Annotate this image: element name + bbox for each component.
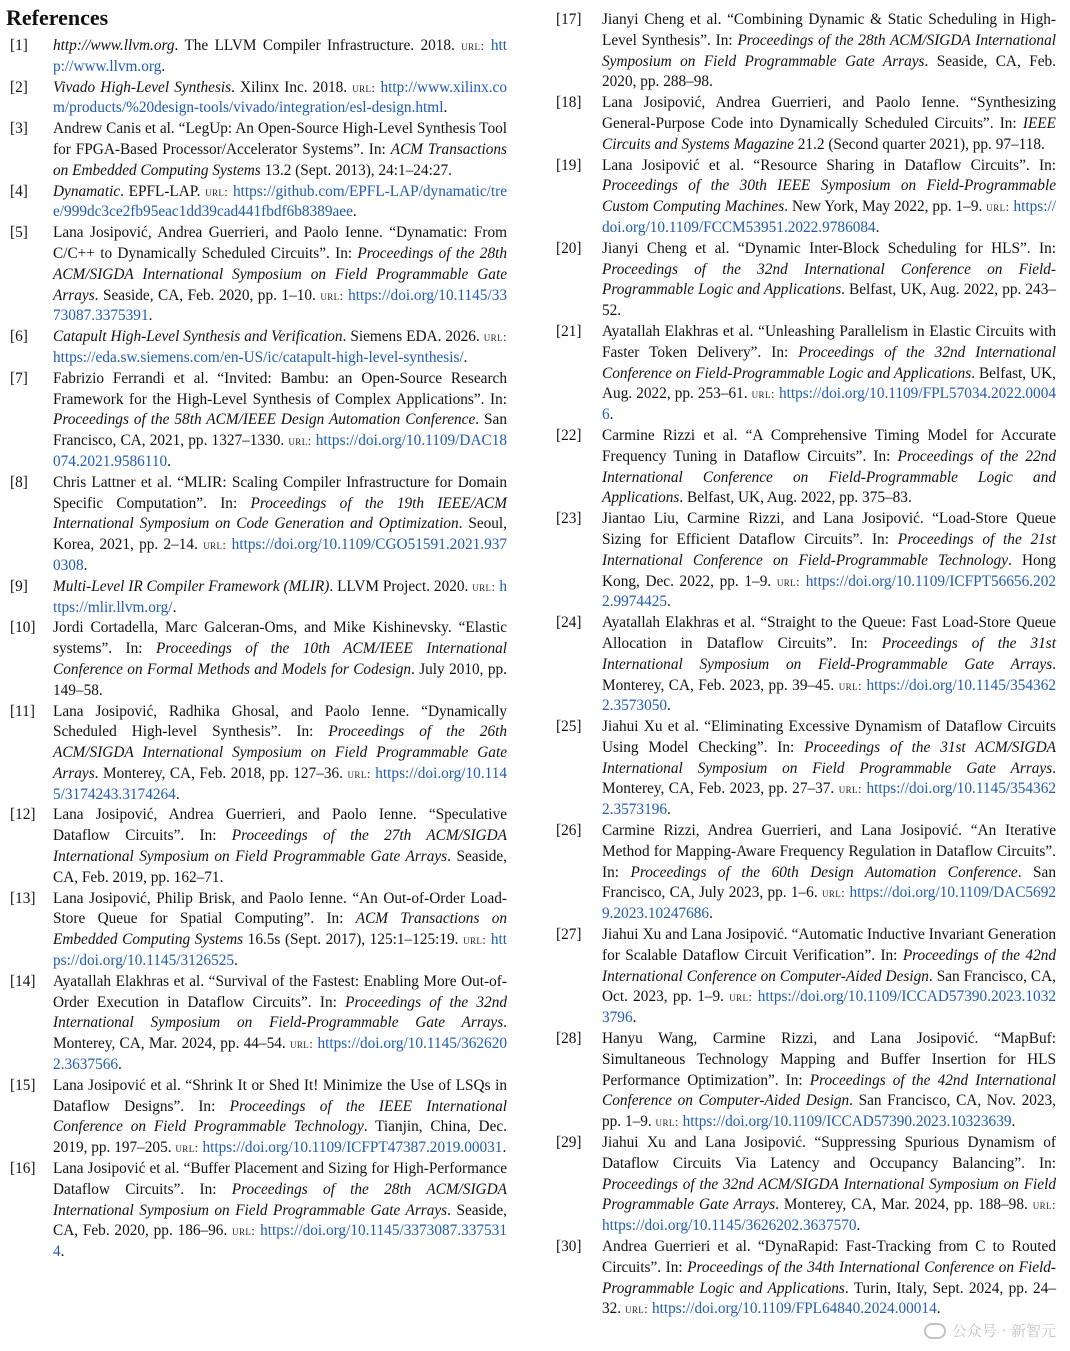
reference-text: Hanyu Wang, Carmine Rizzi, and Lana Josipović. “MapBuf: Simultaneous Technology Mapping and Buffer Insertion for HLS Performance Optimization”. In: (602, 1030, 1056, 1089)
url-label: url: (461, 38, 485, 53)
reference-title: Proceedings of the 28th ACM/SIGDA International Symposium on Field Programmable Gate Arrays (602, 31, 1056, 70)
reference-details: . Seaside, CA, Feb. 2019, pp. 162–71. (53, 848, 507, 886)
reference-number: [25] (556, 718, 582, 736)
reference-text: Lana Josipović, Radhika Ghosal, and Paolo Ienne. “Dynamically Scheduled High-level Synthesis”. In: (53, 702, 507, 741)
wechat-logo-icon (924, 1323, 946, 1339)
url-label: url: (288, 433, 312, 449)
reference-item (556, 93, 1056, 155)
url-label: url: (751, 386, 775, 402)
reference-item (556, 239, 1056, 322)
reference-link[interactable]: https://doi.org/10.1145/3373087.3375314 (53, 1222, 507, 1261)
reference-text: Carmine Rizzi et al. “A Comprehensive Timing Model for Accurate Frequency Tuning in Dataflow Circuits”. In: (602, 426, 1056, 465)
reference-link[interactable]: https://doi.org/10.1109/FPL64840.2024.00014 (652, 1300, 937, 1318)
reference-number: [17] (556, 11, 582, 28)
reference-text: Lana Josipović, Andrea Guerrieri, and Paolo Ienne. “Dynamatic: From C/C++ to Dynamically Scheduled Circuits”. In: (53, 224, 507, 262)
reference-text: Andrea Guerrieri et al. “DynaRapid: Fast-Tracking from C to Routed Circuits”. In: (602, 1238, 1056, 1276)
reference-title: Proceedings of the 28th ACM/SIGDA International Symposium on Field Programmable Gate Arrays (53, 1180, 507, 1219)
reference-item: [16] Lana Josipović et al. “Buffer Placement and Sizing for High-Performance Dataflow Circuits”. In: Proceedings of the 28th ACM/SIGDA International Symposium on Field Programmable Gate Arrays. Seaside, CA, Feb. 2020, pp. 186–96. url: https://doi.org/10.1145/3373087.3375314. (10, 1160, 507, 1261)
reference-number: [22] (556, 426, 582, 444)
reference-item (10, 618, 507, 701)
reference-number: [7] (10, 369, 28, 387)
reference-number: [29] (556, 1134, 582, 1152)
reference-link[interactable]: https://doi.org/10.1109/ICFPT56656.2022.9974425 (602, 572, 1057, 611)
reference-text: Jianyi Cheng et al. “Dynamic Inter-Block Scheduling for HLS”. In: (602, 239, 1056, 257)
reference-title: Dynamatic (53, 182, 121, 200)
reference-link[interactable]: https://doi.org/10.1109/DAC56929.2023.10247686 (602, 884, 1056, 923)
reference-title: Proceedings of the 32nd ACM/SIGDA International Symposium on Field Programmable Gate Arrays (602, 1175, 1056, 1214)
reference-details: 21.2 (Second quarter 2021), pp. 97–118. (793, 135, 1045, 153)
url-label: url: (729, 989, 753, 1005)
reference-item: [28] Hanyu Wang, Carmine Rizzi, and Lana Josipović. “MapBuf: Simultaneous Technology Mapping and Buffer Insertion for HLS Performance Optimization”. In: Proceedings of the 42nd International Conference on Computer-Aided Design. San Francisco, CA, Nov. 2023, pp. 1–9. url: https://doi.org/10.1109/ICCAD57390.2023.10323639. (556, 1030, 1056, 1131)
reference-text: Jiahui Xu and Lana Josipović. “Suppressing Spurious Dynamism of Dataflow Circuits Via Latency and Occupancy Balancing”. In: (602, 1134, 1056, 1172)
reference-title: Vivado High-Level Synthesis (53, 78, 232, 96)
reference-details: . Monterey, CA, Mar. 2024, pp. 44–54. (53, 1014, 507, 1053)
reference-link[interactable]: https://doi.org/10.1109/ICFPT47387.2019.00031 (202, 1139, 503, 1157)
reference-title: Catapult High-Level Synthesis and Verification (53, 328, 343, 346)
reference-number: [10] (10, 619, 36, 637)
reference-item: [23] Jiantao Liu, Carmine Rizzi, and Lana Josipović. “Load-Store Queue Sizing for Efficient Dataflow Circuits”. In: Proceedings of the 21st International Conference on Field-Programmable Technology. Hong Kong, Dec. 2022, pp. 1–9. url: https://doi.org/10.1109/ICFPT56656.2022.9974425. (556, 510, 1057, 611)
reference-title: Proceedings of the 22nd International Conference on Field-Programmable Logic and Applications (602, 447, 1056, 507)
reference-title: Proceedings of the 34th International Conference on Field-Programmable Logic and Applications (602, 1258, 1056, 1297)
reference-title: Proceedings of the 21st International Conference on Field-Programmable Technology (602, 530, 1056, 569)
reference-title: Multi-Level IR Compiler Framework (MLIR) (53, 577, 330, 595)
reference-text: Lana Josipović, Philip Brisk, and Paolo Ienne. “An Out-of-Order Load-Store Queue for Spatial Computing”. In: (53, 889, 507, 928)
reference-item: [2] Vivado High-Level Synthesis. Xilinx Inc. 2018. url: http://www.xilinx.com/products/%20design-tools/vivado/integration/esl-design.html. (10, 78, 507, 117)
reference-item (10, 119, 507, 181)
reference-item: [15] Lana Josipović et al. “Shrink It or Shed It! Minimize the Use of LSQs in Dataflow Designs”. In: Proceedings of the IEEE International Conference on Field Programmable Technology. Tianjin, China, Dec. 2019, pp. 197–205. url: https://doi.org/10.1109/ICFPT47387.2019.00031. (10, 1076, 507, 1157)
url-label: url: (175, 1140, 199, 1156)
reference-item (556, 426, 1056, 509)
reference-text: Lana Josipović et al. “Buffer Placement and Sizing for High-Performance Dataflow Circuits”. In: (53, 1160, 507, 1198)
reference-title: Proceedings of the 60th Design Automation Conference (630, 863, 1018, 881)
reference-item (10, 805, 507, 888)
reference-text: Ayatallah Elakhras et al. “Survival of the Fastest: Enabling More Out-of-Order Execution in Dataflow Circuits”. In: (53, 972, 507, 1011)
reference-details: . Xilinx Inc. 2018. (231, 78, 348, 96)
reference-item: [29] Jiahui Xu and Lana Josipović. “Suppressing Spurious Dynamism of Dataflow Circuits Via Latency and Occupancy Balancing”. In: Proceedings of the 32nd ACM/SIGDA International Symposium on Field Programmable Gate Arrays. Monterey, CA, Mar. 2024, pp. 188–98. url: https://doi.org/10.1145/3626202.3637570. (556, 1134, 1056, 1235)
reference-item (556, 10, 1056, 93)
reference-number: [30] (556, 1238, 582, 1256)
reference-text: Fabrizio Ferrandi et al. “Invited: Bambu: an Open-Source Research Framework for the High-Level Synthesis of Complex Applications”. In: (53, 369, 507, 408)
url-label: url: (776, 573, 801, 589)
reference-number: [13] (10, 889, 36, 907)
reference-title: Proceedings of the 19th IEEE/ACM International Symposium on Code Generation and Optimization (53, 494, 507, 533)
reference-link[interactable]: https://eda.sw.siemens.com/en-US/ic/catapult-high-level-synthesis/ (53, 348, 464, 366)
reference-link[interactable]: https://doi.org/10.1145/3543622.3573196 (602, 780, 1056, 819)
url-label: url: (290, 1036, 314, 1052)
reference-number: [18] (556, 94, 582, 112)
url-label: url: (624, 1301, 649, 1317)
reference-link[interactable]: https://doi.org/10.1145/3174243.3174264 (53, 764, 508, 803)
reference-number: [6] (10, 328, 28, 346)
reference-text: Jiantao Liu, Carmine Rizzi, and Lana Josipović. “Load-Store Queue Sizing for Efficient Dataflow Circuits”. In: (602, 510, 1056, 548)
reference-link[interactable]: http://www.llvm.org (53, 37, 507, 75)
reference-details: . LLVM Project. 2020. (329, 577, 469, 595)
reference-details: . Siemens EDA. 2026. (342, 328, 480, 346)
reference-details: . San Francisco, CA, Nov. 2023, pp. 1–9. (602, 1092, 1056, 1131)
reference-item: [24] Ayatallah Elakhras et al. “Straight to the Queue: Fast Load-Store Queue Allocation in Dataflow Circuits”. In: Proceedings of the 31st International Symposium on Field-Programmable Gate Arrays. Monterey, CA, Feb. 2023, pp. 39–45. url: https://doi.org/10.1145/3543622.3573050. (556, 614, 1056, 715)
reference-item: [11] Lana Josipović, Radhika Ghosal, and Paolo Ienne. “Dynamically Scheduled High-level Synthesis”. In: Proceedings of the 26th ACM/SIGDA International Symposium on Field Programmable Gate Arrays. Monterey, CA, Feb. 2018, pp. 127–36. url: https://doi.org/10.1145/3174243.3174264. (10, 702, 508, 803)
reference-number: [16] (10, 1160, 36, 1178)
url-label: url: (205, 183, 229, 199)
reference-link[interactable]: https://doi.org/10.1109/FPL57034.2022.00046 (602, 385, 1057, 424)
reference-link[interactable]: https://doi.org/10.1145/3126525 (53, 931, 507, 970)
reference-title: Proceedings of the 31st International Symposium on Field-Programmable Gate Arrays (602, 634, 1056, 673)
references-heading: References (6, 5, 109, 30)
reference-text: Lana Josipović, Andrea Guerrieri, and Paolo Ienne. “Speculative Dataflow Circuits”. In: (53, 806, 507, 845)
reference-text: Ayatallah Elakhras et al. “Unleashing Parallelism in Elastic Circuits with Faster Token Delivery”. In: (602, 322, 1056, 361)
reference-number: [4] (10, 182, 28, 200)
reference-number: [9] (10, 577, 28, 595)
reference-link[interactable]: https://doi.org/10.1145/3543622.3573050 (602, 676, 1056, 715)
reference-item: [27] Jiahui Xu and Lana Josipović. “Automatic Inductive Invariant Generation for Scalable Dataflow Circuit Verification”. In: Proceedings of the 42nd International Conference on Computer-Aided Design. San Francisco, CA, Oct. 2023, pp. 1–9. url: https://doi.org/10.1109/ICCAD57390.2023.10323796. (556, 926, 1056, 1027)
reference-link[interactable]: https://doi.org/10.1109/ICCAD57390.2023.10323639 (682, 1113, 1012, 1131)
reference-details: . Tianjin, China, Dec. 2019, pp. 197–205. (53, 1118, 507, 1157)
url-label: url: (655, 1114, 679, 1130)
reference-text: Jordi Cortadella, Marc Galceran-Oms, and Mike Kishinevsky. “Elastic systems”. In: (53, 619, 507, 658)
reference-details: . Belfast, UK, Aug. 2022, pp. 243–52. (602, 281, 1056, 320)
reference-link[interactable]: https://doi.org/10.1109/CGO51591.2021.9370308 (53, 536, 508, 574)
reference-details: 16.5s (Sept. 2017), 125:1–125:19. (243, 931, 459, 949)
reference-item: [13] Lana Josipović, Philip Brisk, and Paolo Ienne. “An Out-of-Order Load-Store Queue for Spatial Computing”. In: ACM Transactions on Embedded Computing Systems 16.5s (Sept. 2017), 125:1–125:19. url: https://doi.org/10.1145/3126525. (10, 889, 507, 970)
reference-details: . Monterey, CA, Mar. 2024, pp. 188–98. (775, 1196, 1028, 1214)
reference-title: Proceedings of the 28th ACM/SIGDA International Symposium on Field Programmable Gate Arrays (53, 244, 507, 304)
reference-details: . Monterey, CA, Feb. 2023, pp. 39–45. (602, 655, 1056, 694)
reference-number: [3] (10, 120, 28, 138)
reference-title: ACM Transactions on Embedded Computing Systems (53, 910, 507, 949)
reference-text: Jiahui Xu and Lana Josipović. “Automatic Inductive Invariant Generation for Scalable Dataflow Circuit Verification”. In: (602, 926, 1056, 964)
reference-item: [26] Carmine Rizzi, Andrea Guerrieri, and Lana Josipović. “An Iterative Method for Mapping-Aware Frequency Regulation in Dataflow Circuits”. In: Proceedings of the 60th Design Automation Conference. San Francisco, CA, July 2023, pp. 1–6. url: https://doi.org/10.1109/DAC56929.2023.10247686. (556, 822, 1056, 923)
reference-title: Proceedings of the 32nd International Conference on Field-Programmable Logic and Applications (602, 343, 1056, 382)
reference-details: . San Francisco, CA, Oct. 2023, pp. 1–9. (602, 967, 1056, 1006)
reference-link[interactable]: https://doi.org/10.1145/3373087.3375391 (53, 286, 507, 325)
reference-text: Andrew Canis et al. “LegUp: An Open-Source High-Level Synthesis Tool for FPGA-Based Processor/Accelerator Systems”. In: (53, 120, 507, 158)
reference-item: [4] Dynamatic. EPFL-LAP. url: https://github.com/EPFL-LAP/dynamatic/tree/999dc3ce2fb95eac1dd39cad441fbdf6b8389aee. (10, 182, 507, 221)
reference-details: . Belfast, UK, Aug. 2022, pp. 253–61. (602, 364, 1056, 403)
reference-details: . EPFL-LAP. (120, 182, 201, 200)
url-label: url: (463, 932, 487, 948)
reference-details: . Belfast, UK, Aug. 2022, pp. 375–83. (679, 489, 912, 507)
reference-item: [8] Chris Lattner et al. “MLIR: Scaling Compiler Infrastructure for Domain Specific Computation”. In: Proceedings of the 19th IEEE/ACM International Symposium on Code Generation and Optimization. Seoul, Korea, 2021, pp. 2–14. url: https://doi.org/10.1109/CGO51591.2021.9370308. (10, 473, 508, 574)
reference-number: [20] (556, 239, 582, 257)
reference-number: [23] (556, 510, 582, 528)
reference-number: [8] (10, 473, 28, 491)
reference-item: [25] Jiahui Xu et al. “Eliminating Excessive Dynamism of Dataflow Circuits Using Model Checking”. In: Proceedings of the 31st ACM/SIGDA International Symposium on Field Programmable Gate Arrays. Monterey, CA, Feb. 2023, pp. 27–37. url: https://doi.org/10.1145/3543622.3573196. (556, 718, 1056, 819)
reference-link[interactable]: https://doi.org/10.1109/FCCM53951.2022.9786084 (602, 198, 1056, 236)
reference-number: [24] (556, 614, 582, 632)
reference-item: [5] Lana Josipović, Andrea Guerrieri, and Paolo Ienne. “Dynamatic: From C/C++ to Dynamically Scheduled Circuits”. In: Proceedings of the 28th ACM/SIGDA International Symposium on Field Programmable Gate Arrays. Seaside, CA, Feb. 2020, pp. 1–10. url: https://doi.org/10.1145/3373087.3375391. (10, 224, 507, 325)
reference-link[interactable]: http://www.xilinx.com/products/%20design-tools/vivado/integration/esl-design.html (53, 78, 507, 117)
reference-details: . Monterey, CA, Feb. 2018, pp. 127–36. (94, 764, 343, 782)
reference-title: Proceedings of the 58th ACM/IEEE Design Automation Conference (53, 411, 476, 429)
reference-details: . Hong Kong, Dec. 2022, pp. 1–9. (602, 551, 1056, 590)
reference-number: [21] (556, 322, 582, 340)
reference-number: [19] (556, 156, 582, 174)
reference-details: . Seaside, CA, Feb. 2020, pp. 288–98. (602, 52, 1056, 91)
reference-text: Jianyi Cheng et al. “Combining Dynamic & Static Scheduling in High-Level Synthesis”. In: (602, 11, 1056, 49)
url-label: url: (1032, 1197, 1056, 1213)
references-right-column (556, 10, 1056, 1320)
reference-title: Proceedings of the 42nd International Conference on Computer-Aided Design (602, 1071, 1056, 1110)
reference-title: Proceedings of the 42nd International Conference on Computer-Aided Design (602, 946, 1056, 985)
reference-link[interactable]: https://doi.org/10.1145/3626202.3637566 (53, 1035, 508, 1074)
reference-item: [6] Catapult High-Level Synthesis and Verification. Siemens EDA. 2026. url: https://eda.sw.siemens.com/en-US/ic/catapult-high-level-synthesis/. (10, 328, 507, 366)
url-label: url: (320, 287, 344, 303)
reference-number: [12] (10, 806, 36, 824)
reference-title: Proceedings of the 26th ACM/SIGDA International Symposium on Field Programmable Gate Arrays (53, 723, 508, 782)
reference-title: Proceedings of the 27th ACM/SIGDA International Symposium on Field Programmable Gate Arrays (53, 827, 507, 866)
reference-item: [30] Andrea Guerrieri et al. “DynaRapid: Fast-Tracking from C to Routed Circuits”. In: Proceedings of the 34th International Conference on Field-Programmable Logic and Applications. Turin, Italy, Sept. 2024, pp. 24–32. url: https://doi.org/10.1109/FPL64840.2024.00014. (556, 1238, 1056, 1318)
reference-title: Proceedings of the 30th IEEE Symposium on Field-Programmable Custom Computing Machines (602, 177, 1056, 216)
url-label: url: (821, 885, 846, 901)
reference-title: Proceedings of the 10th ACM/IEEE International Conference on Formal Methods and Models for Codesign (53, 640, 507, 678)
reference-text: Lana Josipović et al. “Resource Sharing in Dataflow Circuits”. In: (602, 156, 1056, 174)
url-label: url: (986, 199, 1010, 215)
reference-link[interactable]: https://doi.org/10.1109/ICCAD57390.2023.10323796 (602, 988, 1056, 1027)
reference-item: [9] Multi-Level IR Compiler Framework (MLIR). LLVM Project. 2020. url: https://mlir.llvm.org/. (10, 577, 508, 616)
reference-title: ACM Transactions on Embedded Computing Systems (53, 140, 507, 179)
reference-details: . Seaside, CA, Feb. 2020, pp. 1–10. (94, 286, 316, 304)
reference-item: [14] Ayatallah Elakhras et al. “Survival of the Fastest: Enabling More Out-of-Order Execution in Dataflow Circuits”. In: Proceedings of the 32nd International Symposium on Field-Programmable Gate Arrays. Monterey, CA, Mar. 2024, pp. 44–54. url: https://doi.org/10.1145/3626202.3637566. (10, 972, 508, 1074)
reference-details: . Seoul, Korea, 2021, pp. 2–14. (53, 515, 507, 554)
reference-details: . San Francisco, CA, 2021, pp. 1327–1330. (53, 411, 507, 450)
url-label: url: (483, 329, 507, 345)
reference-title: Proceedings of the 31st ACM/SIGDA International Symposium on Field Programmable Gate Arrays (602, 738, 1056, 777)
reference-details: . Monterey, CA, Feb. 2023, pp. 27–37. (602, 759, 1056, 798)
url-label: url: (838, 781, 862, 797)
url-label: url: (232, 1223, 256, 1239)
reference-text: Lana Josipović, Andrea Guerrieri, and Paolo Ienne. “Synthesizing General-Purpose Code into Dynamically Scheduled Circuits”. In: (602, 94, 1056, 132)
reference-title: Proceedings of the 32nd International Conference on Field-Programmable Logic and Applications (602, 260, 1056, 299)
url-label: url: (203, 537, 227, 553)
reference-title: Proceedings of the IEEE International Conference on Field Programmable Technology (53, 1097, 507, 1136)
reference-number: [15] (10, 1076, 36, 1094)
references-left-column (10, 36, 507, 1263)
reference-title: Proceedings of the 32nd International Symposium on Field-Programmable Gate Arrays (53, 993, 507, 1032)
url-label: url: (838, 677, 862, 693)
watermark (924, 1320, 1056, 1341)
reference-details: . The LLVM Compiler Infrastructure. 2018. (174, 37, 455, 54)
reference-link[interactable]: https://doi.org/10.1109/DAC18074.2021.9586110 (53, 432, 508, 470)
reference-item: [7] Fabrizio Ferrandi et al. “Invited: Bambu: an Open-Source Research Framework for the High-Level Synthesis of Complex Applications”. In: Proceedings of the 58th ACM/IEEE Design Automation Conference. San Francisco, CA, 2021, pp. 1327–1330. url: https://doi.org/10.1109/DAC18074.2021.9586110. (10, 369, 508, 470)
reference-details: . San Francisco, CA, July 2023, pp. 1–6. (602, 863, 1056, 902)
reference-details: . Seaside, CA, Feb. 2020, pp. 186–96. (53, 1201, 507, 1240)
reference-number: [27] (556, 926, 582, 944)
reference-number: [1] (10, 37, 28, 54)
reference-link[interactable]: https://doi.org/10.1145/3626202.3637570 (602, 1217, 857, 1235)
reference-link[interactable]: https://mlir.llvm.org/ (53, 577, 508, 616)
reference-text: Jiahui Xu et al. “Eliminating Excessive Dynamism of Dataflow Circuits Using Model Checking”. In: (602, 718, 1056, 756)
reference-number: [5] (10, 224, 28, 242)
watermark-text: 公众号 · 新智元 (951, 1322, 1056, 1340)
reference-details: . New York, May 2022, pp. 1–9. (784, 198, 983, 216)
reference-item: [19] Lana Josipović et al. “Resource Sharing in Dataflow Circuits”. In: Proceedings of the 30th IEEE Symposium on Field-Programmable Custom Computing Machines. New York, May 2022, pp. 1–9. url: https://doi.org/10.1109/FCCM53951.2022.9786084. (556, 156, 1056, 236)
reference-number: [26] (556, 822, 582, 840)
reference-details: . Turin, Italy, Sept. 2024, pp. 24–32. (602, 1279, 1056, 1318)
reference-details: . July 2010, pp. 149–58. (53, 660, 507, 699)
reference-text: Lana Josipović et al. “Shrink It or Shed It! Minimize the Use of LSQs in Dataflow Designs”. In: (53, 1076, 507, 1115)
reference-details: 13.2 (Sept. 2013), 24:1–24:27. (260, 161, 452, 179)
reference-text: Carmine Rizzi, Andrea Guerrieri, and Lana Josipović. “An Iterative Method for Mapping-Aware Frequency Regulation in Dataflow Circuits”. In: (602, 822, 1056, 881)
reference-item: [21] Ayatallah Elakhras et al. “Unleashing Parallelism in Elastic Circuits with Faster Token Delivery”. In: Proceedings of the 32nd International Conference on Field-Programmable Logic and Applications. Belfast, UK, Aug. 2022, pp. 253–61. url: https://doi.org/10.1109/FPL57034.2022.00046. (556, 322, 1057, 424)
reference-text: Chris Lattner et al. “MLIR: Scaling Compiler Infrastructure for Domain Specific Computation”. In: (53, 473, 507, 512)
reference-title: http://www.llvm.org (53, 37, 175, 54)
url-label: url: (352, 79, 376, 95)
url-label: url: (472, 578, 496, 594)
reference-number: [28] (556, 1030, 582, 1048)
reference-number: [2] (10, 78, 28, 96)
reference-text: Ayatallah Elakhras et al. “Straight to the Queue: Fast Load-Store Queue Allocation in Dataflow Circuits”. In: (602, 614, 1056, 652)
reference-number: [14] (10, 972, 36, 990)
reference-number: [11] (10, 702, 35, 720)
reference-item: [1] http://www.llvm.org. The LLVM Compiler Infrastructure. 2018. url: http://www.llvm.org. (10, 37, 507, 75)
reference-link[interactable]: https://github.com/EPFL-LAP/dynamatic/tree/999dc3ce2fb95eac1dd39cad441fbdf6b8389aee (53, 182, 507, 221)
reference-title: IEEE Circuits and Systems Magazine (602, 114, 1056, 153)
url-label: url: (347, 765, 371, 781)
